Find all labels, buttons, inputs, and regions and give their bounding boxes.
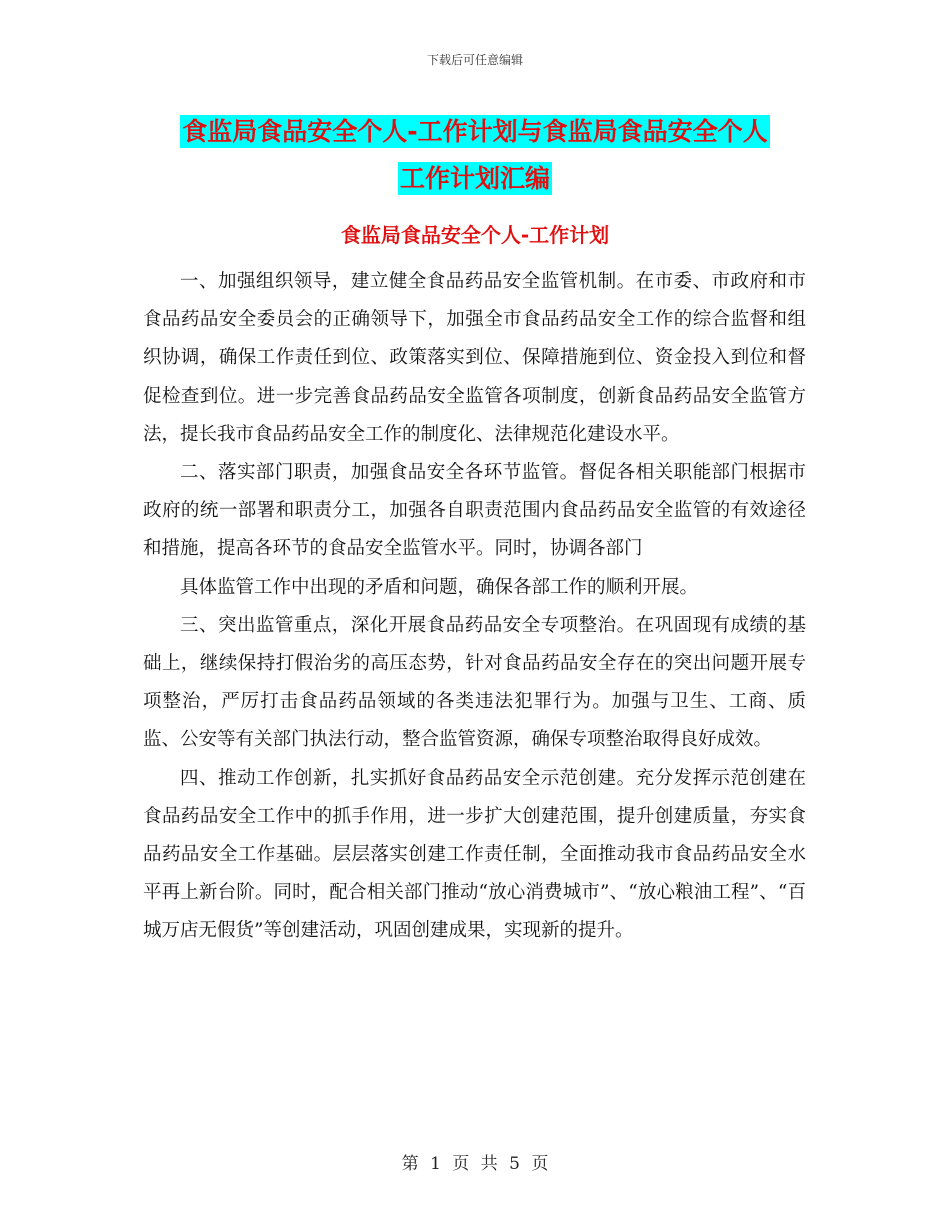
document-body	[143, 263, 806, 951]
document-title	[0, 108, 950, 202]
section-title: 食监局食品安全个人-工作计划	[340, 223, 610, 247]
page-header-note: 下载后可任意编辑	[426, 53, 523, 67]
paragraph-2: 二、落实部门职责，加强食品安全各环节监管。督促各相关职能部门根据市政府的统一部署和职责分工，加强各自职责范围内食品药品安全监管的有效途径和措施，提高各环节的食品安全监管水平。同时，协调各部门	[143, 462, 806, 560]
document-title-line2: 工作计划汇编	[399, 164, 550, 193]
paragraph-3: 具体监管工作中出现的矛盾和问题，确保各部工作的顺利开展。	[180, 576, 699, 598]
document-title-line1: 食监局食品安全个人-工作计划与食监局食品安全个人	[182, 117, 768, 146]
paragraph-1: 一、加强组织领导，建立健全食品药品安全监管机制。在市委、市政府和市食品药品安全委员会的正确领导下，加强全市食品药品安全工作的综合监督和组织协调，确保工作责任到位、政策落实到位、保障措施到位、资金投入到位和督促检查到位。进一步完善食品药品安全监管各项制度，创新食品药品安全监管方法，提长我市食品药品安全工作的制度化、法律规范化建设水平。	[143, 271, 806, 445]
page-number: 第 1 页 共 5 页	[401, 1154, 549, 1174]
paragraph-5: 四、推动工作创新，扎实抓好食品药品安全示范创建。充分发挥示范创建在食品药品安全工作中的抓手作用，进一步扩大创建范围，提升创建质量，夯实食品药品安全工作基础。层层落实创建工作责任制，全面推动我市食品药品安全水平再上新台阶。同时，配合相关部门推动“放心消费城市”、“放心粮油工程”、“百城万店无假货”等创建活动，巩固创建成果，实现新的提升。	[143, 767, 806, 942]
paragraph-4: 三、突出监管重点，深化开展食品药品安全专项整治。在巩固现有成绩的基础上，继续保持打假治劣的高压态势，针对食品药品安全存在的突出问题开展专项整治，严厉打击食品药品领域的各类违法犯罪行为。加强与卫生、工商、质监、公安等有关部门执法行动，整合监管资源，确保专项整治取得良好成效。	[143, 614, 806, 751]
